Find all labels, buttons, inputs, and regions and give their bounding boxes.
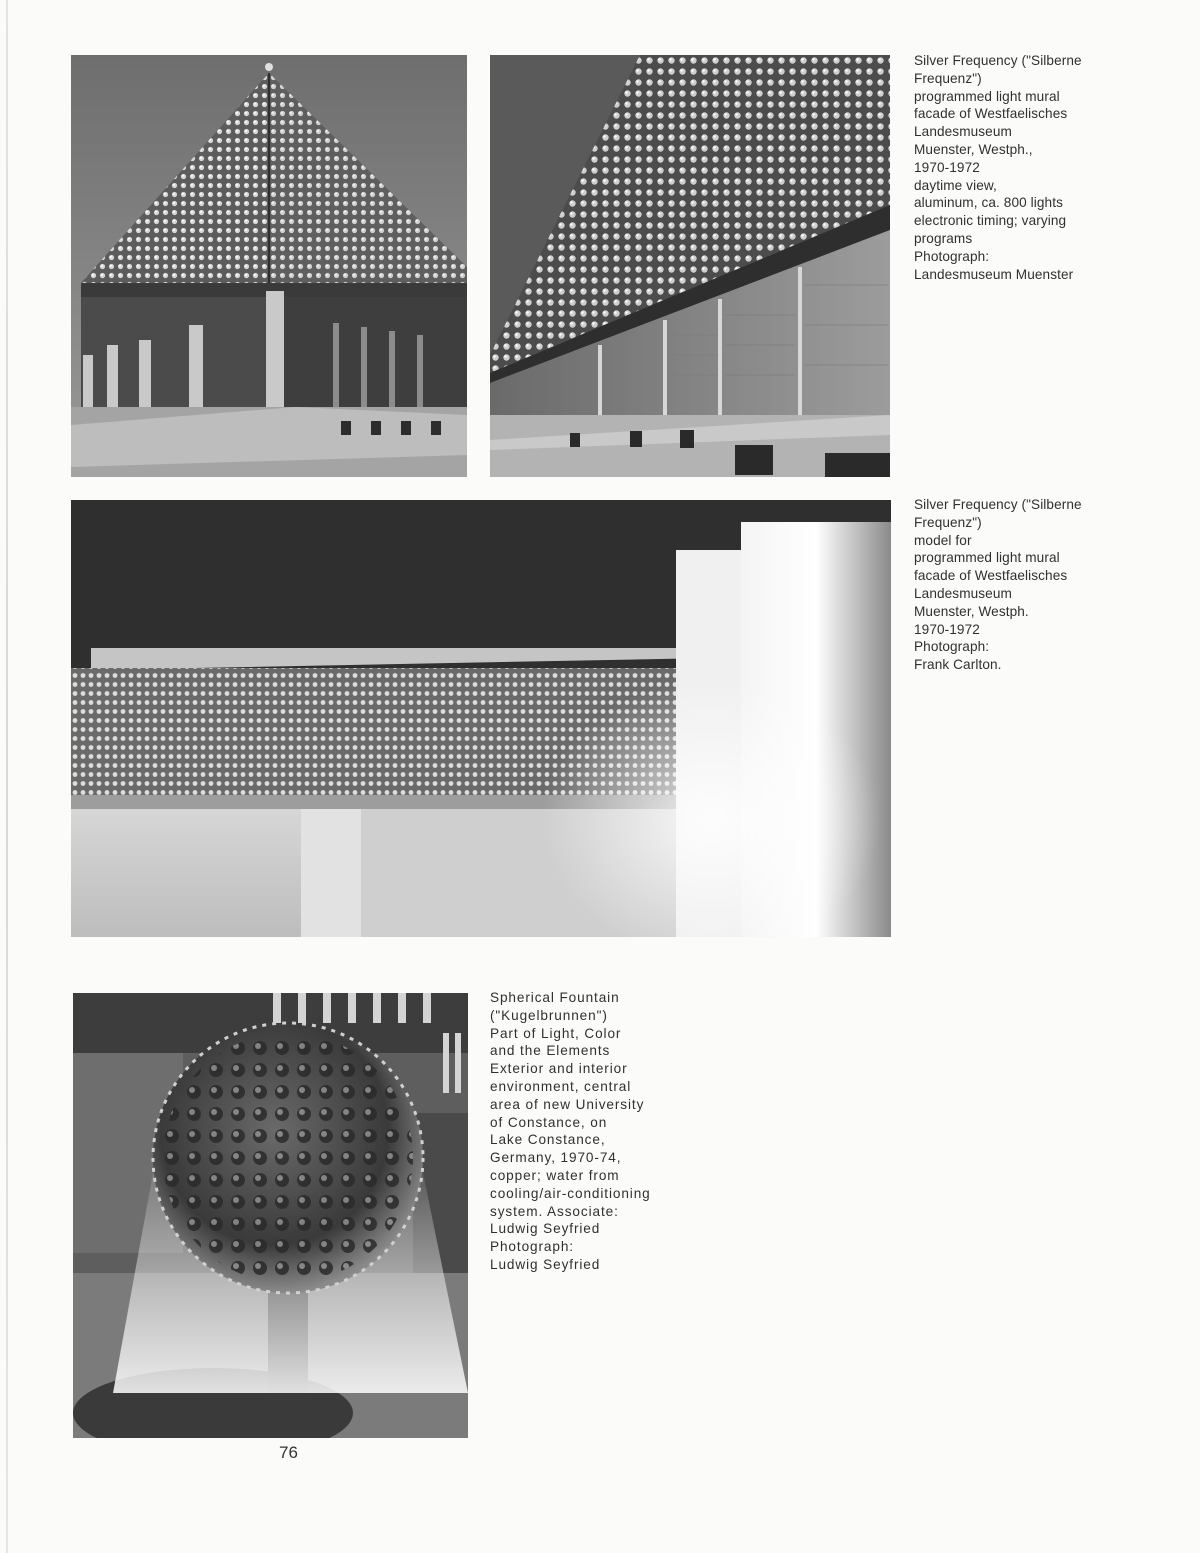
- caption-line: Spherical Fountain: [490, 990, 620, 1005]
- caption-line: Landesmuseum: [914, 585, 1012, 601]
- caption-line: 1970-1972: [914, 159, 980, 175]
- caption-line: model for: [914, 532, 972, 548]
- caption-fountain: [490, 989, 651, 1274]
- caption-line: facade of Westfaelisches: [914, 568, 1068, 584]
- caption-line: Ludwig Seyfried: [490, 1221, 601, 1237]
- photo-museum-corner: [71, 55, 467, 477]
- caption-line: facade of Westfaelisches: [914, 106, 1068, 122]
- caption-line: Ludwig Seyfried: [490, 1256, 601, 1272]
- caption-line: Muenster, Westph.,: [914, 141, 1033, 157]
- caption-line: Germany, 1970-74,: [490, 1150, 622, 1166]
- caption-line: Landesmuseum: [914, 124, 1012, 140]
- caption-line: 1970-1972: [914, 621, 980, 637]
- caption-line: programmed light mural: [914, 88, 1060, 104]
- caption-line: Lake Constance,: [490, 1132, 606, 1148]
- caption-line: Silver Frequency ("Silberne: [914, 53, 1082, 68]
- caption-line: ("Kugelbrunnen"): [490, 1007, 608, 1023]
- paper-edge: [6, 0, 8, 1553]
- caption-line: Frank Carlton.: [914, 657, 1002, 673]
- caption-line: and the Elements: [490, 1043, 611, 1059]
- caption-line: electronic timing; varying: [914, 213, 1067, 229]
- caption-line: Frequenz"): [914, 514, 982, 530]
- caption-line: Landesmuseum Muenster: [914, 266, 1074, 282]
- caption-line: of Constance, on: [490, 1114, 608, 1130]
- photo-spherical-fountain: [73, 993, 468, 1438]
- caption-line: Photograph:: [914, 639, 990, 655]
- page-number: 76: [279, 1443, 298, 1462]
- caption-line: Muenster, Westph.: [914, 603, 1029, 619]
- photo-museum-facade: [490, 55, 890, 477]
- photo-facade-model: [71, 500, 891, 937]
- caption-line: cooling/air-conditioning: [490, 1185, 651, 1201]
- caption-line: programmed light mural: [914, 550, 1060, 566]
- caption-line: Silver Frequency ("Silberne: [914, 497, 1082, 512]
- caption-line: area of new University: [490, 1096, 645, 1112]
- caption-line: Photograph:: [490, 1239, 574, 1255]
- caption-facade-daytime: [914, 52, 1082, 283]
- caption-line: Frequenz"): [914, 70, 982, 86]
- caption-line: daytime view,: [914, 177, 997, 193]
- caption-line: Exterior and interior: [490, 1061, 628, 1077]
- caption-line: environment, central: [490, 1078, 632, 1094]
- caption-line: copper; water from: [490, 1167, 620, 1183]
- caption-line: system. Associate:: [490, 1203, 619, 1219]
- caption-line: Part of Light, Color: [490, 1025, 622, 1041]
- caption-line: Photograph:: [914, 248, 990, 264]
- caption-line: programs: [914, 230, 973, 246]
- caption-model: [914, 496, 1082, 674]
- caption-line: aluminum, ca. 800 lights: [914, 195, 1063, 211]
